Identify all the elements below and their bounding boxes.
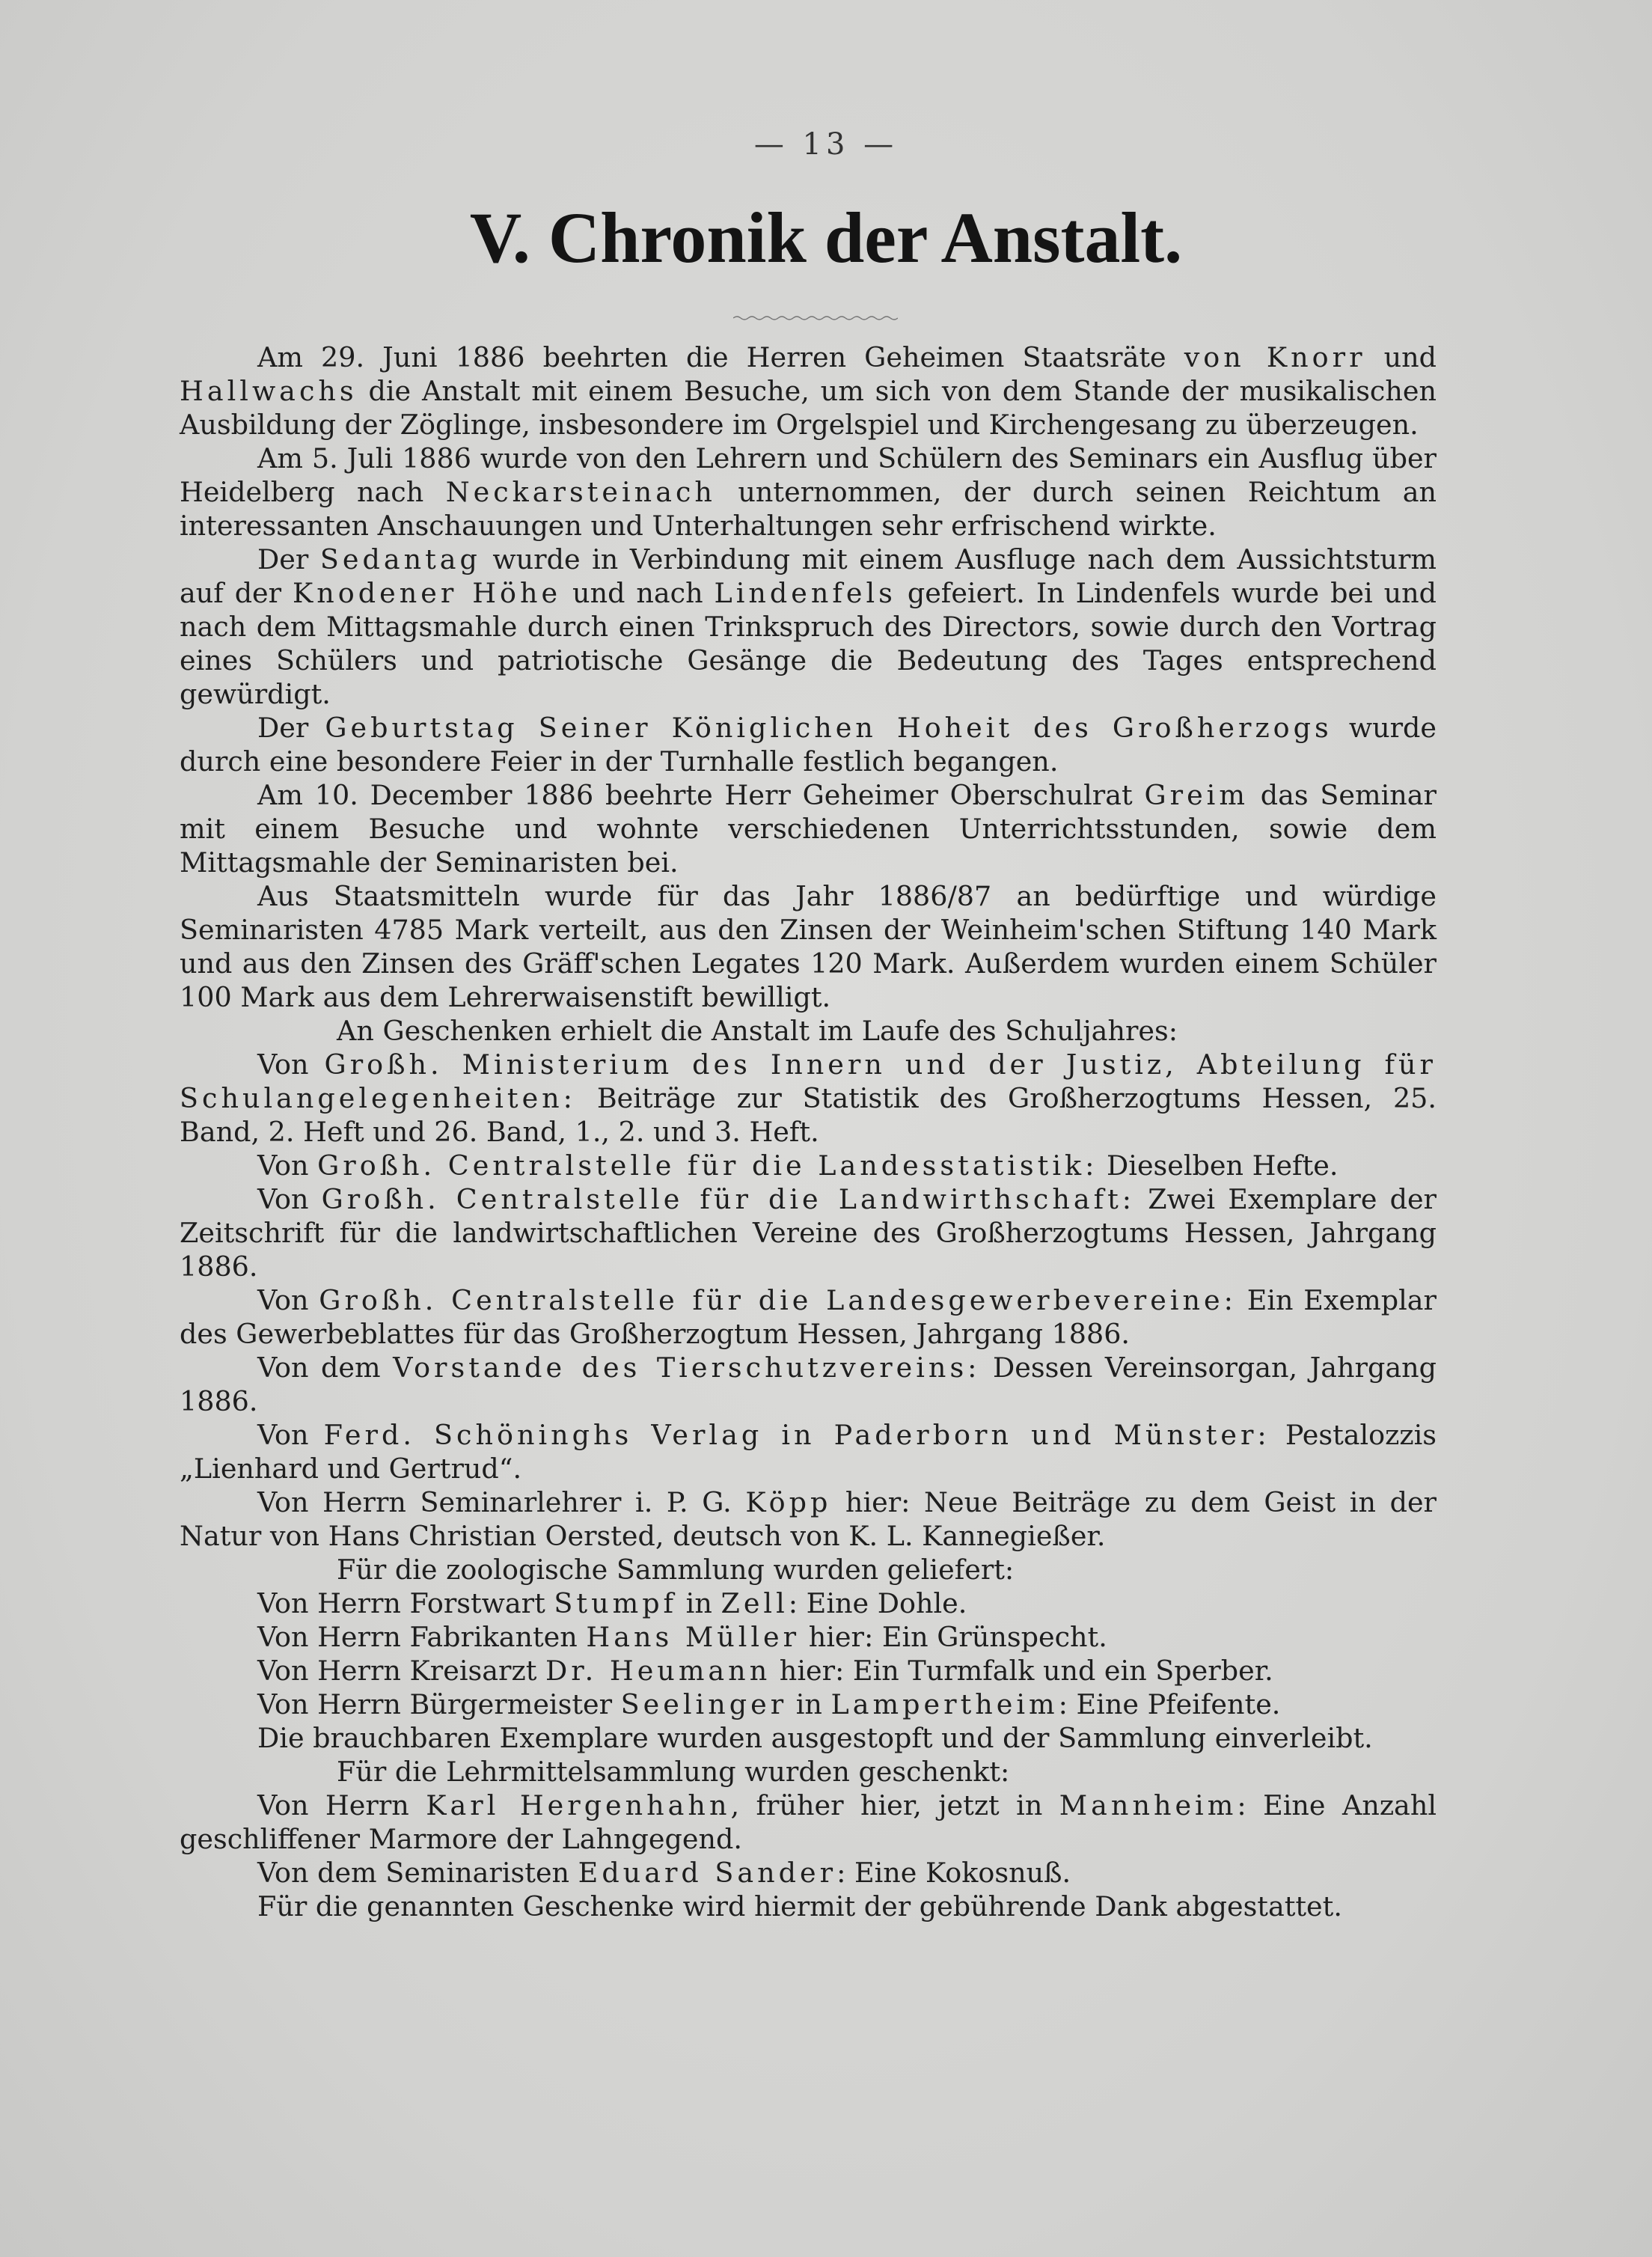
text-run: hier: Ein Grünspecht. — [800, 1621, 1107, 1653]
text-run: hier: Neue Beiträge zu dem Geist in der Natur von Hans Christian Oersted, deutsch von K. L. Kannegießer. — [180, 1486, 1437, 1552]
emphasized-text: Vorstande des Tierschutzvereins: — [393, 1352, 981, 1384]
text-run: und — [1365, 341, 1437, 373]
emphasized-text: Köpp — [745, 1486, 832, 1518]
text-run: Von — [257, 1183, 322, 1215]
text-run: Von — [257, 1048, 325, 1081]
emphasized-text: Geburtstag Seiner Königlichen Hoheit des Großherzogs — [325, 712, 1333, 744]
paragraph — [180, 1890, 1437, 1923]
text-run: das Seminar mit einem Besuche und wohnte verschiedenen Unterrichtsstunden, sowie dem Mittagsmahle der Seminaristen bei. — [180, 779, 1437, 879]
text-run: Am 10. December 1886 beehrte Herr Geheimer Oberschulrat — [257, 779, 1145, 811]
emphasized-text: Lindenfels — [714, 577, 896, 609]
paragraph — [180, 1149, 1437, 1182]
paragraph — [180, 340, 1437, 442]
emphasized-text: Hans Müller — [586, 1621, 801, 1653]
text-run: Von Herrn Forstwart — [257, 1587, 554, 1619]
text-run: Von — [257, 1284, 319, 1316]
emphasized-text: von Knorr — [1184, 341, 1366, 373]
text-run: Ein Exemplar des Gewerbeblattes für das Großherzogtum Hessen, Jahrgang 1886. — [180, 1284, 1437, 1350]
paragraph — [180, 711, 1437, 778]
text-run: Beiträge zur Statistik des Großherzogtums Hessen, 25. Band, 2. Heft und 26. Band, 1., 2. und 3. Heft. — [180, 1082, 1437, 1148]
text-run: Am 5. Juli 1886 wurde von den Lehrern und Schülern des Seminars ein Ausflug über Heidelberg nach — [180, 442, 1437, 508]
text-run: Von Herrn Seminarlehrer i. P. G. — [257, 1486, 746, 1518]
text-run: und nach — [561, 577, 715, 609]
text-run: Für die Lehrmittelsammlung wurden geschenkt: — [337, 1756, 1010, 1788]
emphasized-text: Greim — [1144, 779, 1249, 811]
text-run: Von — [257, 1149, 318, 1182]
text-run: Von — [257, 1419, 324, 1451]
paragraph — [180, 778, 1437, 879]
paragraph — [180, 1721, 1437, 1755]
text-run: in — [677, 1587, 721, 1619]
emphasized-text: Großh. Centralstelle für die Landesgewerbevereine: — [319, 1284, 1237, 1316]
text-run: : Eine Pfeifente. — [1058, 1688, 1281, 1720]
text-run: Die brauchbaren Exemplare wurden ausgestopft und der Sammlung einverleibt. — [257, 1722, 1373, 1754]
text-run: An Geschenken erhielt die Anstalt im Laufe des Schuljahres: — [337, 1015, 1178, 1047]
emphasized-text: Dr. Heumann — [545, 1655, 771, 1687]
emphasized-text: Ferd. Schöninghs Verlag in Paderborn und Münster: — [323, 1419, 1270, 1451]
emphasized-text: Zell — [721, 1587, 789, 1619]
text-run: Von Herrn — [257, 1789, 426, 1821]
paragraph — [180, 879, 1437, 1014]
text-run: in — [787, 1688, 831, 1720]
paragraph — [180, 1654, 1437, 1688]
text-run: die Anstalt mit einem Besuche, um sich von dem Stande der musikalischen Ausbildung der Zöglinge, insbesondere im Orgelspiel und Kirchengesang zu überzeugen. — [180, 375, 1437, 441]
text-run: Für die genannten Geschenke wird hiermit der gebührende Dank abgestattet. — [257, 1890, 1342, 1922]
text-run: Am 29. Juni 1886 beehrten die Herren Geheimen Staatsräte — [257, 341, 1184, 373]
paragraph — [180, 1856, 1437, 1890]
text-run: Aus Staatsmitteln wurde für das Jahr 1886/87 an bedürftige und würdige Seminaristen 4785 Mark verteilt, aus den Zinsen der Weinheim'schen Stiftung 140 Mark und aus den Zinsen des Gräff'schen Legates 120 Mark. Außerdem wurden einem Schüler 100 Mark aus dem Lehrerwaisenstift bewilligt. — [180, 880, 1437, 1013]
paragraph — [180, 1755, 1437, 1789]
page-title: V. Chronik der Anstalt. — [469, 198, 1183, 278]
text-run: Dessen Vereinsorgan, Jahrgang 1886. — [180, 1352, 1437, 1417]
text-run: Dieselben Hefte. — [1098, 1149, 1339, 1182]
emphasized-text: Mannheim — [1059, 1789, 1238, 1821]
text-run: Von dem — [257, 1352, 394, 1384]
paragraph — [180, 1048, 1437, 1149]
paragraph — [180, 1553, 1437, 1586]
emphasized-text: Großh. Centralstelle für die Landwirthschaft: — [321, 1183, 1136, 1215]
emphasized-text: Lampertheim — [830, 1688, 1059, 1720]
text-run: wurde durch eine besondere Feier in der Turnhalle festlich begangen. — [180, 712, 1437, 778]
text-run: , früher hier, jetzt in — [730, 1789, 1059, 1821]
text-run: : Eine Anzahl geschliffener Marmore der Lahngegend. — [180, 1789, 1437, 1855]
text-run: hier: Ein Turmfalk und ein Sperber. — [771, 1655, 1273, 1687]
paragraph — [180, 1586, 1437, 1620]
emphasized-text: Knodener Höhe — [293, 577, 562, 609]
paragraph — [180, 1620, 1437, 1654]
text-run: Der — [257, 712, 325, 744]
paragraph — [180, 543, 1437, 711]
paragraph — [180, 1351, 1437, 1418]
text-run: Von Herrn Bürgermeister — [257, 1688, 621, 1720]
emphasized-text: Sedantag — [319, 543, 481, 575]
paragraph — [180, 1418, 1437, 1485]
emphasized-text: Stumpf — [554, 1587, 678, 1619]
paragraph — [180, 1283, 1437, 1351]
paragraph — [180, 1182, 1437, 1283]
text-run: wurde in Verbindung mit einem Ausfluge nach dem Aussichtsturm auf der — [180, 543, 1437, 609]
emphasized-text: Karl Hergenhahn — [426, 1789, 731, 1821]
text-run: : Eine Kokosnuß. — [836, 1857, 1071, 1889]
emphasized-text: Hallwachs — [180, 375, 358, 407]
paragraph — [180, 1014, 1437, 1048]
text-run: unternommen, der durch seinen Reichtum an interessanten Anschauungen und Unterhaltungen sehr erfrischend wirkte. — [180, 476, 1437, 542]
title-ornament — [733, 314, 898, 322]
page-number: — 13 — — [753, 127, 899, 162]
paragraph — [180, 1485, 1437, 1553]
emphasized-text: Neckarsteinach — [445, 476, 716, 508]
paragraph — [180, 1789, 1437, 1856]
text-run: Pestalozzis „Lienhard und Gertrud“. — [180, 1419, 1437, 1485]
text-run: Für die zoologische Sammlung wurden geliefert: — [337, 1554, 1015, 1586]
emphasized-text: Großh. Centralstelle für die Landesstatistik: — [317, 1149, 1098, 1182]
emphasized-text: Großh. Ministerium des Innern und der Justiz, Abteilung für Schulangelegenheiten: — [180, 1048, 1437, 1114]
text-run: Zwei Exemplare der Zeitschrift für die landwirtschaftlichen Vereine des Großherzogtums Hessen, Jahrgang 1886. — [180, 1183, 1437, 1283]
text-run: : Eine Dohle. — [788, 1587, 967, 1619]
text-run: Von Herrn Fabrikanten — [257, 1621, 587, 1653]
emphasized-text: Eduard Sander — [578, 1857, 837, 1889]
chronicle-text — [180, 340, 1437, 1923]
emphasized-text: Seelinger — [620, 1688, 788, 1720]
text-run: Der — [257, 543, 320, 575]
text-run: Von Herrn Kreisarzt — [257, 1655, 545, 1687]
paragraph — [180, 442, 1437, 543]
text-run: Von dem Seminaristen — [257, 1857, 578, 1889]
text-run: gefeiert. In Lindenfels wurde bei und nach dem Mittagsmahle durch einen Trinkspruch des Directors, sowie durch den Vortrag eines Schülers und patriotische Gesänge die Bedeutung des Tages entsprechend gewürdigt. — [180, 577, 1437, 710]
paragraph — [180, 1688, 1437, 1721]
